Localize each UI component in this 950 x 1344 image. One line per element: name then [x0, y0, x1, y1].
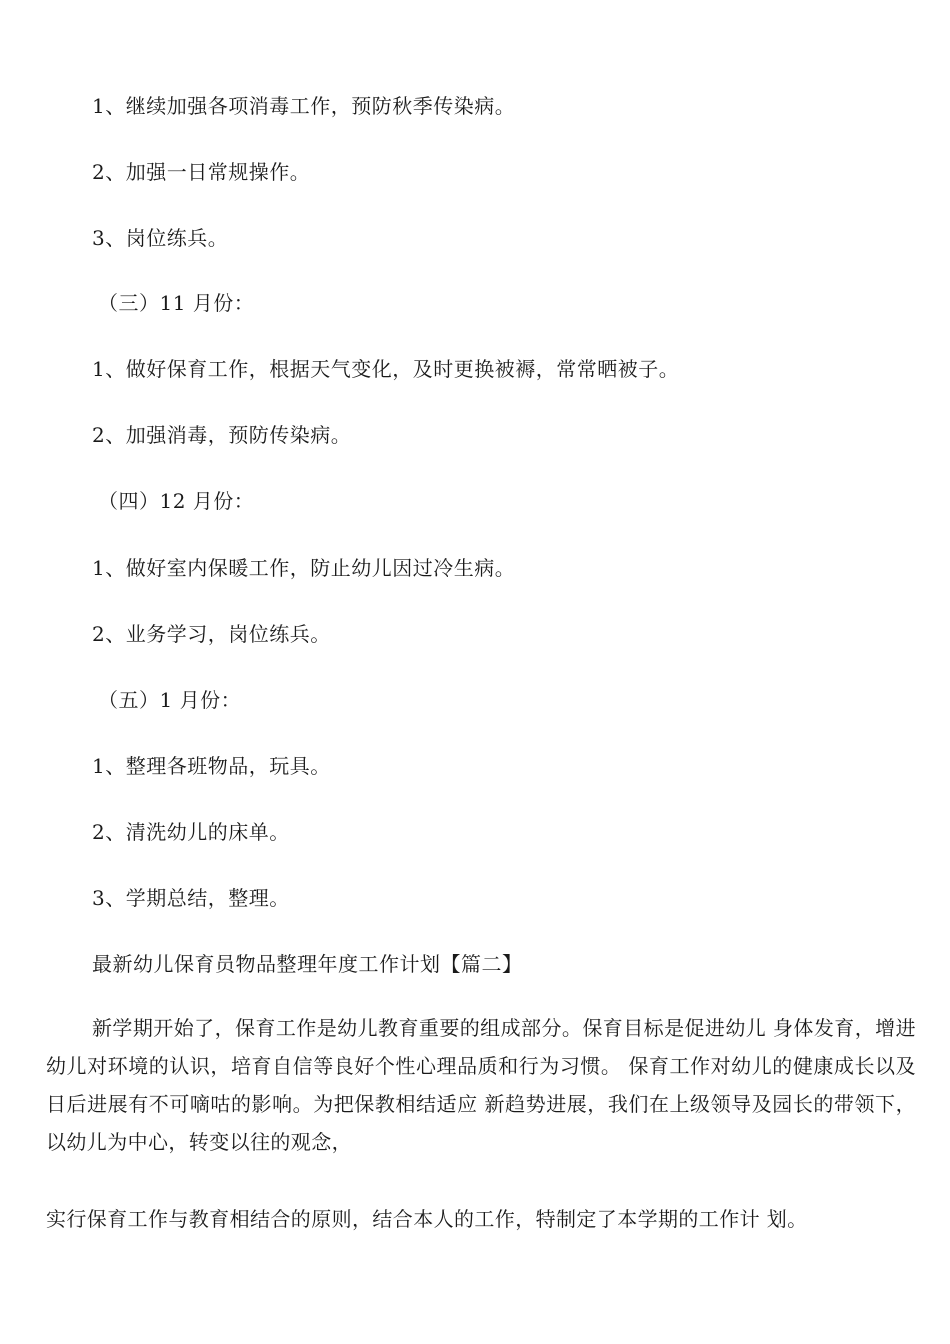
list-item: 2、清洗幼儿的床单。 — [92, 820, 290, 844]
list-item: 2、业务学习，岗位练兵。 — [92, 622, 331, 646]
list-item: 3、学期总结，整理。 — [92, 886, 290, 910]
list-item: 2、加强消毒，预防传染病。 — [92, 423, 352, 447]
body-paragraph: 新学期开始了，保育工作是幼儿教育重要的组成部分。保育目标是促进幼儿 身体发育，增进幼儿对环境的认识，培育自信等良好个性心理品质和行为习惯。 保育工作对幼儿的健康成长以及日后进展有不可嘀咕的影响。为把保教相结适应 新趋势进展，我们在上级领导及园长的带领下，以幼儿为中心，转变以往的观念， — [46, 1016, 916, 1154]
document-title: 最新幼儿保育员物品整理年度工作计划【篇二】 — [92, 952, 523, 976]
list-item: 1、做好室内保暖工作，防止幼儿因过冷生病。 — [92, 556, 516, 580]
list-item: 1、做好保育工作，根据天气变化，及时更换被褥，常常晒被子。 — [92, 357, 680, 381]
section-heading: （五）1 月份： — [98, 688, 242, 712]
section-heading: （四）12 月份： — [98, 489, 255, 513]
list-item: 3、岗位练兵。 — [92, 226, 229, 250]
body-paragraph-end: 实行保育工作与教育相结合的原则，结合本人的工作，特制定了本学期的工作计 划。 — [46, 1207, 808, 1231]
list-item: 2、加强一日常规操作。 — [92, 160, 311, 184]
section-heading: （三）11 月份： — [98, 291, 255, 315]
list-item: 1、整理各班物品，玩具。 — [92, 754, 331, 778]
list-item: 1、继续加强各项消毒工作，预防秋季传染病。 — [92, 94, 516, 118]
